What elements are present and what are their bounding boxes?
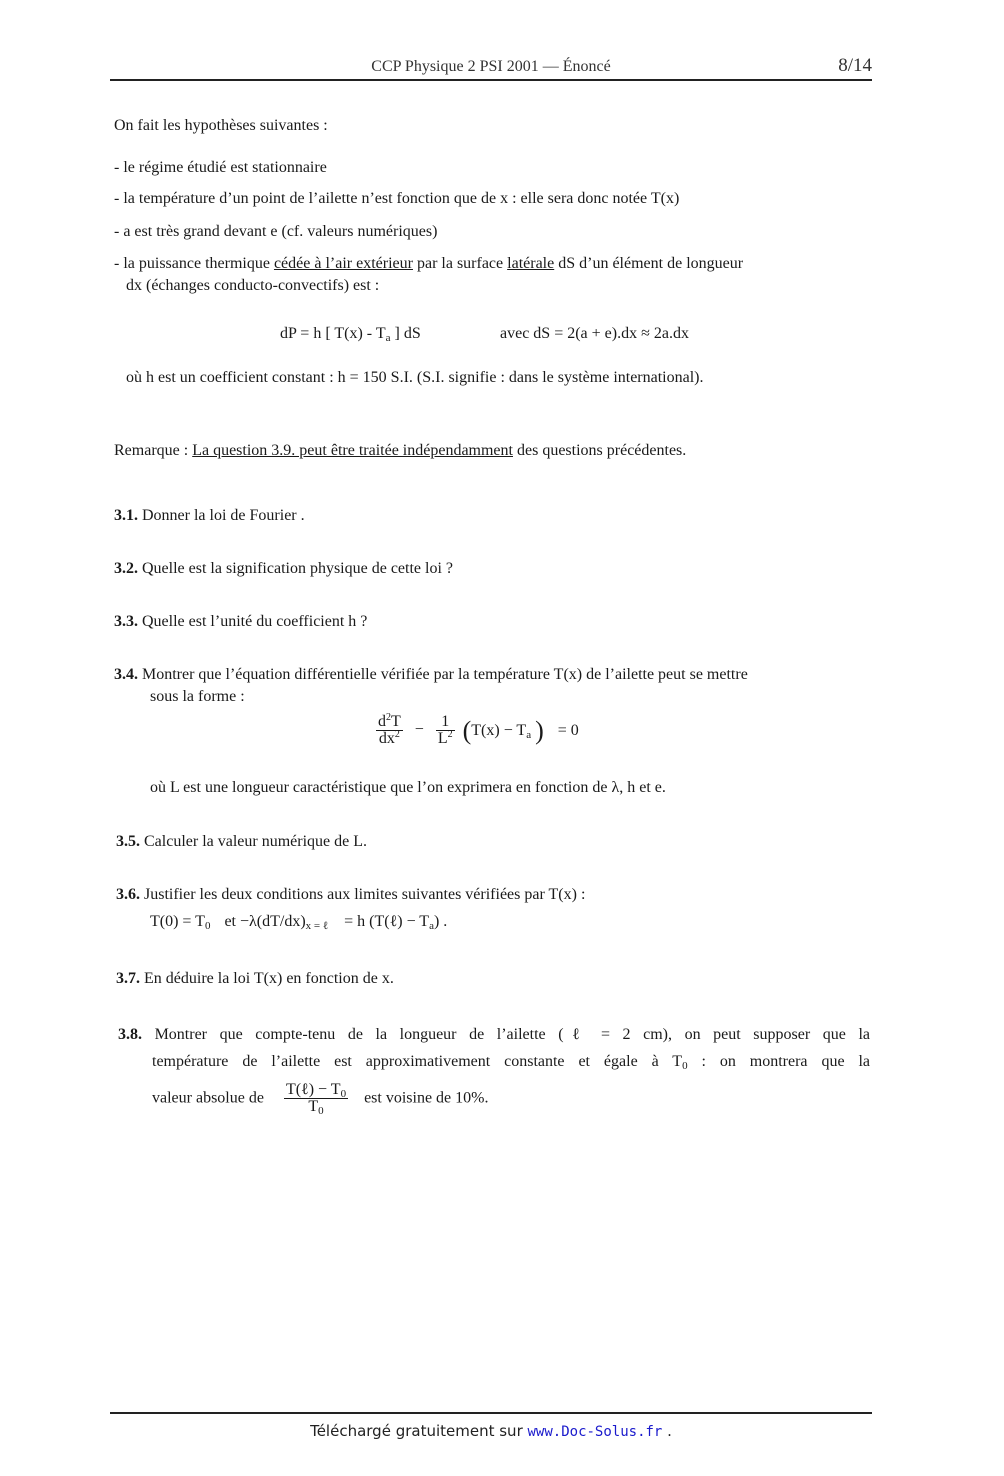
question-number: 3.2. bbox=[114, 560, 138, 577]
equation-dp-end: ] dS bbox=[390, 325, 421, 342]
question-number: 3.6. bbox=[116, 886, 140, 903]
question-3-8-pre: valeur absolue de bbox=[152, 1089, 264, 1107]
remark-underlined: La question 3.9. peut être traitée indépendamment bbox=[192, 442, 513, 459]
footer: Téléchargé gratuitement sur www.Doc-Solus.fr . bbox=[310, 1422, 672, 1440]
question-3-4 bbox=[114, 665, 748, 685]
hypothesis-4-line2: dx (échanges conducto-convectifs) est : bbox=[126, 277, 380, 294]
question-number: 3.5. bbox=[116, 833, 140, 850]
question-3-4-after: où L est une longueur caractéristique que l’on exprimera en fonction de λ, h et e. bbox=[150, 779, 666, 796]
paren-content: T(x) − T bbox=[471, 721, 527, 739]
remark-post: des questions précédentes. bbox=[512, 442, 687, 459]
question-3-8-line2: température de l’ailette est approximativement constante et égale à $T_0$ : on montrera que la bbox=[152, 1053, 871, 1072]
boundary-conditions: $T(0) = T_0$ et $-\lambda(dT/dx)_{x = \ell} = h$ (T(ℓ) − $T_a$) . bbox=[150, 913, 448, 932]
hypothesis-1: - le régime étudié est stationnaire bbox=[114, 159, 327, 176]
question-3-4-line2: sous la forme : bbox=[150, 688, 245, 705]
hypothesis-4-underlined-1: cédée à l’air extérieur bbox=[273, 255, 413, 272]
remark bbox=[114, 441, 686, 461]
condition-b: et −λ(dT/dx) bbox=[224, 913, 306, 930]
fraction-1-l2: $\frac{1}{L^2}$ bbox=[437, 713, 453, 747]
equation-dp-sub: a bbox=[385, 332, 391, 344]
footer-link[interactable]: www.Doc-Solus.fr bbox=[527, 1424, 663, 1440]
question-3-8 bbox=[118, 1025, 870, 1045]
question-text: Donner la loi de Fourier . bbox=[138, 507, 305, 524]
minus-sign: − bbox=[414, 721, 424, 739]
question-3-5 bbox=[116, 832, 367, 852]
question-text: Justifier les deux conditions aux limites suivantes vérifiées par T(x) : bbox=[140, 886, 586, 903]
hypothesis-3: - a est très grand devant e (cf. valeurs numériques) bbox=[114, 223, 438, 240]
remark-label: Remarque : bbox=[114, 442, 193, 459]
hypothesis-4-post: dS d’un élément de longueur bbox=[554, 255, 744, 272]
question-text: Quelle est l’unité du coefficient h ? bbox=[138, 613, 368, 630]
question-3-3 bbox=[114, 612, 367, 632]
hypothesis-4-underlined-2: latérale bbox=[507, 255, 555, 272]
header-rule bbox=[110, 79, 872, 81]
condition-c: = h (T(ℓ) − T bbox=[344, 913, 430, 930]
h-definition: où h est un coefficient constant : h = 150 S.I. (S.I. signifie : dans le système international). bbox=[126, 369, 704, 386]
paren-close: ) bbox=[535, 715, 544, 745]
question-3-8-post: est voisine de 10%. bbox=[364, 1089, 489, 1107]
footer-text: Téléchargé gratuitement sur bbox=[310, 1422, 528, 1440]
header-title: CCP Physique 2 PSI 2001 — Énoncé bbox=[371, 58, 611, 75]
equation-dp-left: dP = h [ T(x) - T bbox=[280, 325, 386, 342]
question-3-2 bbox=[114, 559, 453, 579]
question-number: 3.1. bbox=[114, 507, 138, 524]
paren-open: ( bbox=[462, 715, 472, 745]
question-3-8-line3 bbox=[152, 1082, 488, 1115]
fraction-relative-temp: $\frac{T(\ell) - T_0}{T_0}$ bbox=[285, 1081, 347, 1117]
question-text: Calculer la valeur numérique de L. bbox=[140, 833, 368, 850]
question-text: Montrer que l’équation différentielle vérifiée par la température T(x) de l’ailette peut se mettre bbox=[138, 666, 748, 683]
question-number: 3.8. bbox=[118, 1026, 142, 1043]
question-text: Montrer que compte-tenu de la longueur de l’ailette (ℓ = 2 cm), on peut supposer que la bbox=[142, 1026, 870, 1043]
hypothesis-2: - la température d’un point de l’ailette n’est fonction que de x : elle sera donc notée T(x) bbox=[114, 190, 680, 207]
question-3-6 bbox=[116, 885, 585, 905]
question-3-7 bbox=[116, 969, 394, 989]
equation-ds: avec dS = 2(a + e).dx ≈ 2a.dx bbox=[500, 325, 689, 342]
condition-a: T(0) = T bbox=[150, 913, 205, 930]
intro-text: On fait les hypothèses suivantes : bbox=[114, 117, 328, 134]
question-number: 3.7. bbox=[116, 970, 140, 987]
hypothesis-4 bbox=[114, 254, 743, 274]
equation-rhs: = 0 bbox=[557, 721, 579, 739]
hypothesis-4-mid: par la surface bbox=[412, 255, 508, 272]
question-text: Quelle est la signification physique de cette loi ? bbox=[138, 560, 454, 577]
question-number: 3.3. bbox=[114, 613, 138, 630]
question-number: 3.4. bbox=[114, 666, 138, 683]
hypothesis-4-pre: - la puissance thermique bbox=[114, 255, 274, 272]
footer-rule bbox=[110, 1412, 872, 1414]
fraction-d2t-dx2: $\frac{d^2T}{dx^2}$ bbox=[378, 712, 401, 747]
question-3-1 bbox=[114, 506, 305, 526]
differential-equation: $\frac{d^2T}{dx^2}$ − $\frac{1}{L^2}$ ($T(x) - T_a$ ) = 0 bbox=[378, 712, 579, 747]
equation-dp bbox=[280, 324, 421, 344]
page-number: 8/14 bbox=[838, 55, 872, 76]
question-text: En déduire la loi T(x) en fonction de x. bbox=[140, 970, 394, 987]
